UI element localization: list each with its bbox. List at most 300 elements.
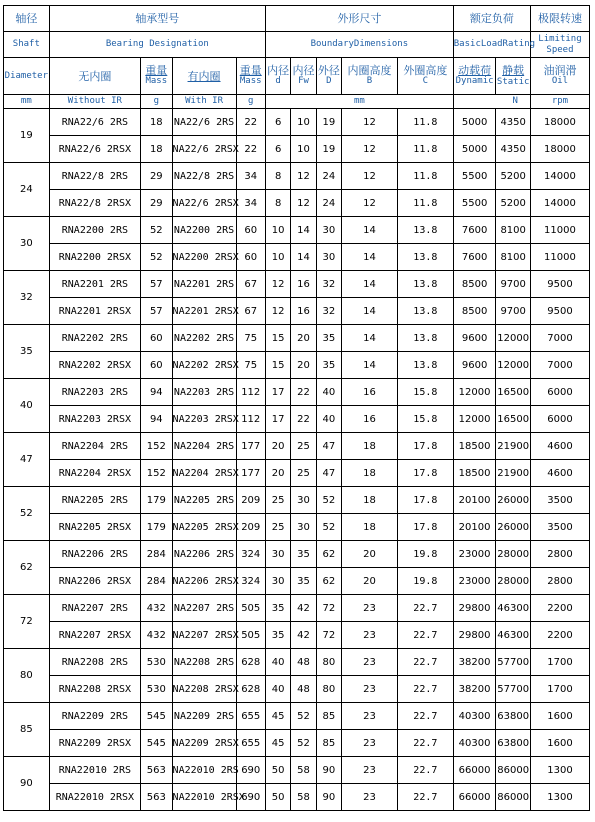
mass-with-ir-cell: 505 [236, 595, 265, 622]
outer-ring-width-cell: 13.8 [397, 217, 453, 244]
without-ir-cell: RNA22/6 2RSX [49, 136, 140, 163]
dynamic-load-cell: 9600 [453, 325, 496, 352]
oil-header [530, 58, 589, 95]
oil-speed-cell: 1300 [530, 784, 589, 811]
inner-diameter-cell: 15 [265, 325, 290, 352]
outer-ring-width-cell: 22.7 [397, 703, 453, 730]
static-load-cell: 26000 [496, 487, 531, 514]
oil-speed-cell: 7000 [530, 352, 589, 379]
mass-with-ir-cell: 655 [236, 730, 265, 757]
table-row [4, 163, 590, 190]
static-load-cell: 9700 [496, 298, 531, 325]
dimensions-header-cn: 外形尺寸 [265, 6, 453, 32]
dynamic-header-en: Dynamic [455, 76, 494, 86]
inner-diameter-cell: 10 [265, 217, 290, 244]
static-load-cell: 86000 [496, 784, 531, 811]
inner-ring-width-cell: 23 [342, 784, 398, 811]
inner-diameter-cell: 35 [265, 622, 290, 649]
dynamic-load-cell: 8500 [453, 298, 496, 325]
inner-ring-width-cell: 12 [342, 163, 398, 190]
fw-cell: 25 [291, 433, 316, 460]
outer-diameter-cell: 90 [316, 784, 341, 811]
with-ir-cell: NA22/6 2RSX [172, 136, 236, 163]
mass-with-ir-cell: 209 [236, 487, 265, 514]
dimensions-header-en: BoundaryDimensions [265, 32, 453, 58]
speed-header-en: Limiting Speed [530, 32, 589, 58]
table-row [4, 784, 590, 811]
inner-ring-width-cell: 18 [342, 487, 398, 514]
outer-diameter-cell: 90 [316, 757, 341, 784]
fw-cell: 48 [291, 649, 316, 676]
oil-speed-cell: 4600 [530, 433, 589, 460]
without-ir-cell: RNA2209 2RS [49, 703, 140, 730]
shaft-header-en: Shaft [4, 32, 50, 58]
outer-d-header-cn: 外径 [317, 64, 340, 77]
mass-without-ir-cell: 530 [141, 676, 172, 703]
outer-d-header [316, 58, 341, 95]
table-row [4, 649, 590, 676]
static-load-cell: 4350 [496, 109, 531, 136]
dynamic-header [453, 58, 496, 95]
header-row-columns [4, 58, 590, 95]
inner-ring-width-cell: 14 [342, 352, 398, 379]
without-ir-cell: RNA2200 2RSX [49, 244, 140, 271]
shaft-diameter-cell: 52 [4, 487, 50, 541]
fw-header-en: Fw [298, 76, 309, 86]
static-load-cell: 21900 [496, 433, 531, 460]
mass-without-ir-cell: 94 [141, 379, 172, 406]
dynamic-load-cell: 7600 [453, 244, 496, 271]
static-load-cell: 57700 [496, 649, 531, 676]
unit-g1: g [141, 95, 172, 109]
with-ir-cell: NA2204 2RS [172, 433, 236, 460]
inner-diameter-cell: 50 [265, 784, 290, 811]
fw-cell: 16 [291, 271, 316, 298]
mass-with-ir-cell: 209 [236, 514, 265, 541]
inner-diameter-cell: 30 [265, 568, 290, 595]
mass-without-ir-cell: 29 [141, 190, 172, 217]
static-load-cell: 86000 [496, 757, 531, 784]
shaft-header-cn: 轴径 [4, 6, 50, 32]
table-row [4, 676, 590, 703]
oil-speed-cell: 18000 [530, 109, 589, 136]
inner-diameter-cell: 35 [265, 595, 290, 622]
outer-diameter-cell: 19 [316, 109, 341, 136]
with-ir-cell: NA2201 2RSX [172, 298, 236, 325]
mass-without-ir-cell: 563 [141, 757, 172, 784]
with-ir-cell: NA2207 2RSX [172, 622, 236, 649]
bearing-spec-table [3, 5, 590, 811]
inner-diameter-cell: 45 [265, 703, 290, 730]
table-row [4, 703, 590, 730]
oil-speed-cell: 9500 [530, 271, 589, 298]
dynamic-load-cell: 12000 [453, 406, 496, 433]
fw-cell: 22 [291, 406, 316, 433]
with-ir-cell: NA2202 2RSX [172, 352, 236, 379]
oil-speed-cell: 9500 [530, 298, 589, 325]
without-ir-cell: RNA2204 2RS [49, 433, 140, 460]
mass-with-ir-cell: 67 [236, 298, 265, 325]
with-ir-cell: NA2207 2RS [172, 595, 236, 622]
with-ir-cell: NA2205 2RS [172, 487, 236, 514]
mass-with-ir-cell: 60 [236, 244, 265, 271]
outer-ring-width-cell: 17.8 [397, 514, 453, 541]
mass-with-ir-cell: 22 [236, 109, 265, 136]
without-ir-cell: RNA2208 2RS [49, 649, 140, 676]
mass-with-ir-cell: 177 [236, 460, 265, 487]
inner-diameter-cell: 45 [265, 730, 290, 757]
c-header [397, 58, 453, 95]
mass-without-ir-cell: 284 [141, 541, 172, 568]
mass-without-ir-cell: 57 [141, 271, 172, 298]
inner-ring-width-cell: 14 [342, 244, 398, 271]
mass-without-ir-cell: 179 [141, 514, 172, 541]
with-ir-cell: NA2202 2RS [172, 325, 236, 352]
static-load-cell: 57700 [496, 676, 531, 703]
mass-with-ir-cell: 655 [236, 703, 265, 730]
mass-without-ir-cell: 152 [141, 460, 172, 487]
header-row-en [4, 32, 590, 58]
outer-diameter-cell: 32 [316, 271, 341, 298]
oil-speed-cell: 1700 [530, 649, 589, 676]
fw-cell: 22 [291, 379, 316, 406]
inner-diameter-cell: 12 [265, 271, 290, 298]
table-row [4, 487, 590, 514]
mass-with-ir-cell: 75 [236, 352, 265, 379]
mass1-header-cn: 重量 [145, 64, 168, 77]
outer-ring-width-cell: 13.8 [397, 298, 453, 325]
outer-diameter-cell: 52 [316, 514, 341, 541]
fw-cell: 58 [291, 757, 316, 784]
fw-cell: 25 [291, 460, 316, 487]
inner-ring-width-cell: 23 [342, 676, 398, 703]
table-row [4, 298, 590, 325]
with-ir-cell: NA2205 2RSX [172, 514, 236, 541]
inner-ring-width-cell: 12 [342, 109, 398, 136]
outer-ring-width-cell: 19.8 [397, 568, 453, 595]
shaft-diameter-cell: 72 [4, 595, 50, 649]
static-load-cell: 63800 [496, 703, 531, 730]
table-row [4, 622, 590, 649]
outer-ring-width-cell: 11.8 [397, 190, 453, 217]
table-row [4, 109, 590, 136]
dynamic-load-cell: 23000 [453, 568, 496, 595]
unit-with-ir: With IR [172, 95, 236, 109]
mass-with-ir-cell: 690 [236, 784, 265, 811]
inner-diameter-cell: 40 [265, 649, 290, 676]
outer-diameter-cell: 47 [316, 460, 341, 487]
without-ir-cell: RNA2207 2RSX [49, 622, 140, 649]
fw-cell: 48 [291, 676, 316, 703]
d-header [265, 58, 290, 95]
mass-without-ir-cell: 152 [141, 433, 172, 460]
table-row [4, 271, 590, 298]
dynamic-load-cell: 12000 [453, 379, 496, 406]
with-ir-cell: NA22/6 2RSX [172, 190, 236, 217]
without-ir-cell: RNA2205 2RS [49, 487, 140, 514]
outer-diameter-cell: 24 [316, 190, 341, 217]
dynamic-load-cell: 8500 [453, 271, 496, 298]
table-row [4, 460, 590, 487]
dynamic-load-cell: 66000 [453, 757, 496, 784]
dynamic-load-cell: 5000 [453, 109, 496, 136]
table-row [4, 217, 590, 244]
dynamic-load-cell: 18500 [453, 433, 496, 460]
mass2-header-en: Mass [239, 76, 262, 86]
b-header-cn: 内圈高度 [347, 64, 392, 77]
table-row [4, 190, 590, 217]
mass-with-ir-cell: 60 [236, 217, 265, 244]
fw-cell: 10 [291, 109, 316, 136]
designation-header-cn: 轴承型号 [49, 6, 265, 32]
without-ir-cell: RNA2200 2RS [49, 217, 140, 244]
oil-speed-cell: 6000 [530, 406, 589, 433]
static-load-cell: 8100 [496, 217, 531, 244]
table-row [4, 406, 590, 433]
dynamic-load-cell: 66000 [453, 784, 496, 811]
table-row [4, 568, 590, 595]
inner-ring-width-cell: 16 [342, 379, 398, 406]
dynamic-load-cell: 23000 [453, 541, 496, 568]
oil-speed-cell: 11000 [530, 244, 589, 271]
oil-speed-cell: 2200 [530, 622, 589, 649]
without-ir-cell: RNA2205 2RSX [49, 514, 140, 541]
dynamic-load-cell: 40300 [453, 730, 496, 757]
outer-diameter-cell: 30 [316, 217, 341, 244]
shaft-diameter-cell: 19 [4, 109, 50, 163]
outer-diameter-cell: 80 [316, 649, 341, 676]
oil-speed-cell: 1300 [530, 757, 589, 784]
mass-without-ir-cell: 545 [141, 730, 172, 757]
mass-with-ir-cell: 22 [236, 136, 265, 163]
mass-with-ir-cell: 177 [236, 433, 265, 460]
outer-ring-width-cell: 13.8 [397, 352, 453, 379]
outer-ring-width-cell: 22.7 [397, 730, 453, 757]
inner-ring-width-cell: 12 [342, 190, 398, 217]
with-ir-cell: NA2203 2RSX [172, 406, 236, 433]
outer-ring-width-cell: 17.8 [397, 460, 453, 487]
without-ir-cell: RNA2207 2RS [49, 595, 140, 622]
shaft-diameter-cell: 30 [4, 217, 50, 271]
mass-with-ir-cell: 628 [236, 649, 265, 676]
fw-header [291, 58, 316, 95]
dynamic-load-cell: 5000 [453, 136, 496, 163]
static-load-cell: 63800 [496, 730, 531, 757]
static-header [496, 58, 531, 95]
mass-without-ir-cell: 432 [141, 595, 172, 622]
fw-cell: 42 [291, 595, 316, 622]
unit-g2: g [236, 95, 265, 109]
d-header-en: d [275, 76, 281, 86]
table-row [4, 595, 590, 622]
speed-header-cn: 极限转速 [530, 6, 589, 32]
without-ir-cell: RNA22010 2RSX [49, 784, 140, 811]
mass1-header-en: Mass [145, 76, 168, 86]
header-row-units [4, 95, 590, 109]
outer-ring-width-cell: 22.7 [397, 622, 453, 649]
static-load-cell: 12000 [496, 352, 531, 379]
static-load-cell: 26000 [496, 514, 531, 541]
oil-speed-cell: 1600 [530, 703, 589, 730]
unit-mm: mm [4, 95, 50, 109]
dynamic-load-cell: 20100 [453, 487, 496, 514]
outer-diameter-cell: 85 [316, 730, 341, 757]
table-row [4, 433, 590, 460]
inner-ring-width-cell: 18 [342, 460, 398, 487]
inner-ring-width-cell: 14 [342, 217, 398, 244]
static-load-cell: 5200 [496, 190, 531, 217]
outer-diameter-cell: 35 [316, 325, 341, 352]
mass-with-ir-cell: 34 [236, 163, 265, 190]
outer-diameter-cell: 40 [316, 406, 341, 433]
with-ir-cell: NA2200 2RS [172, 217, 236, 244]
mass-without-ir-cell: 57 [141, 298, 172, 325]
mass-without-ir-cell: 60 [141, 325, 172, 352]
outer-diameter-cell: 80 [316, 676, 341, 703]
mass-with-ir-cell: 324 [236, 541, 265, 568]
outer-ring-width-cell: 15.8 [397, 406, 453, 433]
fw-cell: 16 [291, 298, 316, 325]
fw-cell: 14 [291, 244, 316, 271]
fw-cell: 30 [291, 514, 316, 541]
oil-speed-cell: 11000 [530, 217, 589, 244]
mass-without-ir-cell: 179 [141, 487, 172, 514]
table-row [4, 379, 590, 406]
static-load-cell: 28000 [496, 541, 531, 568]
unit-n: N [453, 95, 530, 109]
inner-ring-width-cell: 23 [342, 703, 398, 730]
c-header-en: C [422, 76, 429, 86]
static-load-cell: 21900 [496, 460, 531, 487]
mass-with-ir-cell: 112 [236, 406, 265, 433]
outer-ring-width-cell: 22.7 [397, 649, 453, 676]
outer-ring-width-cell: 22.7 [397, 595, 453, 622]
b-header-en: B [366, 76, 373, 86]
mass-without-ir-cell: 29 [141, 163, 172, 190]
mass-without-ir-cell: 18 [141, 136, 172, 163]
with-ir-cell: NA2209 2RS [172, 703, 236, 730]
outer-ring-width-cell: 13.8 [397, 271, 453, 298]
with-ir-cell: NA22010 2RSX [172, 784, 236, 811]
outer-diameter-cell: 24 [316, 163, 341, 190]
with-ir-cell: NA2208 2RS [172, 649, 236, 676]
oil-speed-cell: 1700 [530, 676, 589, 703]
dynamic-load-cell: 5500 [453, 163, 496, 190]
static-header-en: Static [496, 76, 530, 87]
without-ir-cell: RNA2202 2RSX [49, 352, 140, 379]
mass-without-ir-cell: 52 [141, 217, 172, 244]
dynamic-load-cell: 29800 [453, 595, 496, 622]
mass-with-ir-cell: 690 [236, 757, 265, 784]
static-load-cell: 12000 [496, 325, 531, 352]
dynamic-load-cell: 40300 [453, 703, 496, 730]
oil-speed-cell: 7000 [530, 325, 589, 352]
oil-speed-cell: 14000 [530, 190, 589, 217]
static-load-cell: 9700 [496, 271, 531, 298]
shaft-diameter-cell: 40 [4, 379, 50, 433]
oil-speed-cell: 4600 [530, 460, 589, 487]
dynamic-load-cell: 5500 [453, 190, 496, 217]
fw-cell: 35 [291, 568, 316, 595]
without-ir-cell: RNA2204 2RSX [49, 460, 140, 487]
without-ir-cell: RNA2201 2RSX [49, 298, 140, 325]
shaft-diameter-cell: 35 [4, 325, 50, 379]
inner-ring-width-cell: 14 [342, 325, 398, 352]
inner-ring-width-cell: 23 [342, 757, 398, 784]
static-load-cell: 8100 [496, 244, 531, 271]
outer-ring-width-cell: 22.7 [397, 757, 453, 784]
table-row [4, 730, 590, 757]
d-header-cn: 内径 [267, 64, 290, 77]
inner-diameter-cell: 12 [265, 298, 290, 325]
fw-cell: 10 [291, 136, 316, 163]
outer-diameter-cell: 52 [316, 487, 341, 514]
fw-cell: 30 [291, 487, 316, 514]
inner-diameter-cell: 15 [265, 352, 290, 379]
without-ir-cell: RNA2203 2RS [49, 379, 140, 406]
outer-ring-width-cell: 15.8 [397, 379, 453, 406]
outer-diameter-cell: 30 [316, 244, 341, 271]
oil-speed-cell: 2800 [530, 541, 589, 568]
inner-diameter-cell: 17 [265, 379, 290, 406]
inner-diameter-cell: 20 [265, 460, 290, 487]
oil-header-en: Oil [551, 76, 569, 86]
inner-diameter-cell: 10 [265, 244, 290, 271]
with-ir-cell: NA22010 2RS [172, 757, 236, 784]
inner-ring-width-cell: 18 [342, 514, 398, 541]
oil-speed-cell: 3500 [530, 487, 589, 514]
shaft-diameter-cell: 85 [4, 703, 50, 757]
with-ir-cell: NA2208 2RSX [172, 676, 236, 703]
header-row-cn [4, 6, 590, 32]
inner-ring-width-cell: 20 [342, 568, 398, 595]
outer-ring-width-cell: 13.8 [397, 325, 453, 352]
fw-cell: 42 [291, 622, 316, 649]
table-row [4, 244, 590, 271]
mass2-header [236, 58, 265, 95]
static-header-cn: 静载 [502, 63, 525, 77]
outer-diameter-cell: 40 [316, 379, 341, 406]
outer-ring-width-cell: 13.8 [397, 244, 453, 271]
dynamic-load-cell: 9600 [453, 352, 496, 379]
table-row [4, 325, 590, 352]
outer-ring-width-cell: 22.7 [397, 784, 453, 811]
mass-without-ir-cell: 284 [141, 568, 172, 595]
outer-ring-width-cell: 17.8 [397, 487, 453, 514]
inner-ring-width-cell: 23 [342, 730, 398, 757]
shaft-diameter-cell: 24 [4, 163, 50, 217]
fw-cell: 12 [291, 163, 316, 190]
inner-diameter-cell: 8 [265, 163, 290, 190]
mass-without-ir-cell: 563 [141, 784, 172, 811]
table-row [4, 757, 590, 784]
without-ir-cell: RNA2208 2RSX [49, 676, 140, 703]
with-ir-cell: NA2206 2RSX [172, 568, 236, 595]
static-load-cell: 5200 [496, 163, 531, 190]
dynamic-load-cell: 29800 [453, 622, 496, 649]
mass1-header [141, 58, 172, 95]
with-ir-cell: NA22/8 2RS [172, 163, 236, 190]
oil-speed-cell: 18000 [530, 136, 589, 163]
outer-diameter-cell: 47 [316, 433, 341, 460]
table-row [4, 352, 590, 379]
mass-without-ir-cell: 94 [141, 406, 172, 433]
fw-cell: 52 [291, 730, 316, 757]
inner-ring-width-cell: 18 [342, 433, 398, 460]
fw-cell: 14 [291, 217, 316, 244]
outer-diameter-cell: 72 [316, 595, 341, 622]
with-ir-cell: NA2209 2RSX [172, 730, 236, 757]
